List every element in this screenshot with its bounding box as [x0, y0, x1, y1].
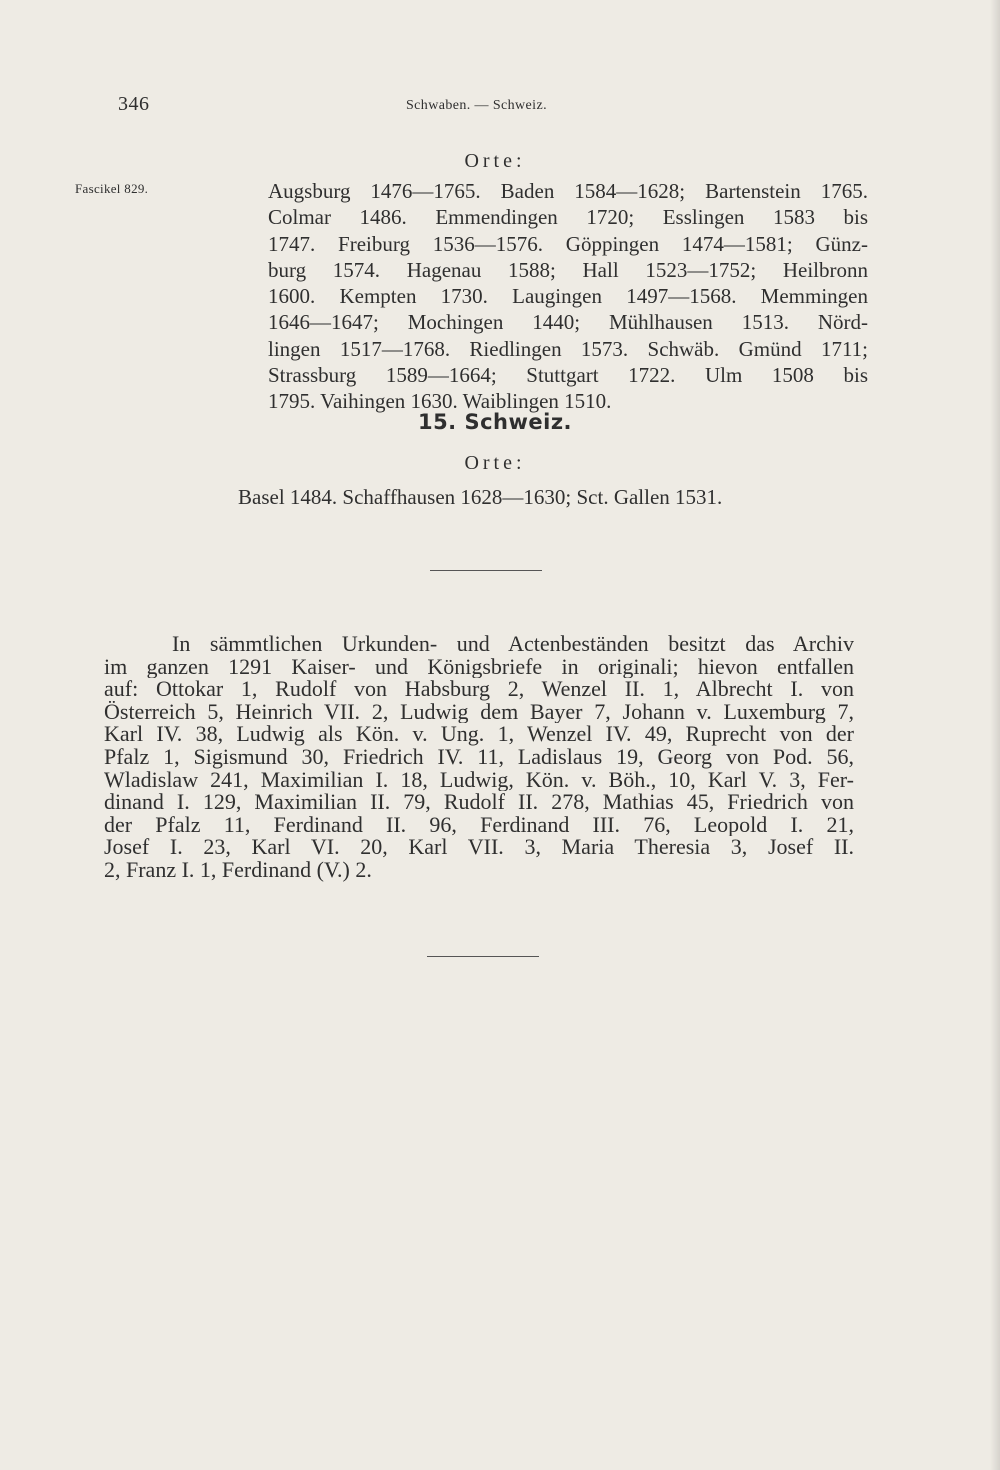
section-divider: [430, 570, 542, 571]
paragraph-line: 2, Franz I. 1, Ferdinand (V.) 2.: [104, 858, 372, 882]
schweiz-places-line: Basel 1484. Schaffhausen 1628—1630; Sct. Gallen 1531.: [238, 485, 723, 509]
paragraph-line: lingen 1517—1768. Riedlingen 1573. Schwäb. Gmünd 1711;: [268, 336, 868, 361]
orte-heading-schwaben: Orte:: [464, 150, 526, 172]
paragraph-line: Colmar 1486. Emmendingen 1720; Esslingen 1583 bis: [268, 205, 868, 230]
paragraph-line: In sämmtlichen Urkunden- und Actenbeständen besitzt das Archiv: [172, 633, 854, 656]
paragraph-line: 1600. Kempten 1730. Laugingen 1497—1568. Memmingen: [268, 284, 868, 309]
paragraph-line: der Pfalz 11, Ferdinand II. 96, Ferdinand III. 76, Leopold I. 21,: [104, 813, 854, 837]
page-edge-shadow: [990, 0, 1000, 1470]
paragraph-line: 1646—1647; Mochingen 1440; Mühlhausen 1513. Nörd-: [268, 310, 868, 335]
running-head: Schwaben. — Schweiz.: [406, 98, 547, 113]
section-heading-schweiz: 15. Schweiz.: [417, 410, 573, 434]
paragraph-line: 1747. Freiburg 1536—1576. Göppingen 1474—1581; Günz-: [268, 231, 868, 256]
schwaben-places-paragraph: [268, 178, 868, 415]
end-divider: [427, 956, 539, 957]
paragraph-line: Josef I. 23, Karl VI. 20, Karl VII. 3, Maria Theresia 3, Josef II.: [104, 836, 854, 859]
paragraph-line: dinand I. 129, Maximilian II. 79, Rudolf II. 278, Mathias 45, Friedrich von: [104, 791, 854, 814]
page-number: 346: [118, 93, 150, 115]
paragraph-line: Augsburg 1476—1765. Baden 1584—1628; Bartenstein 1765.: [268, 179, 868, 203]
paragraph-line: Österreich 5, Heinrich VII. 2, Ludwig dem Bayer 7, Johann v. Luxemburg 7,: [104, 700, 854, 724]
summary-paragraph: [104, 633, 854, 882]
orte-heading-schweiz: Orte:: [464, 452, 526, 474]
paragraph-line: 1795. Vaihingen 1630. Waiblingen 1510.: [268, 389, 612, 414]
paragraph-line: Pfalz 1, Sigismund 30, Friedrich IV. 11, Ladislaus 19, Georg von Pod. 56,: [104, 745, 854, 769]
paragraph-line: burg 1574. Hagenau 1588; Hall 1523—1752; Heilbronn: [268, 257, 868, 282]
fascikel-label: Fascikel 829.: [75, 181, 149, 196]
paragraph-line: Strassburg 1589—1664; Stuttgart 1722. Ulm 1508 bis: [268, 363, 868, 388]
paragraph-line: Karl IV. 38, Ludwig als Kön. v. Ung. 1, Wenzel IV. 49, Ruprecht von der: [104, 723, 854, 746]
paragraph-line: im ganzen 1291 Kaiser- und Königsbriefe in originali; hievon entfallen: [104, 655, 854, 679]
paragraph-line: Wladislaw 241, Maximilian I. 18, Ludwig, Kön. v. Böh., 10, Karl V. 3, Fer-: [104, 768, 854, 792]
paragraph-line: auf: Ottokar 1, Rudolf von Habsburg 2, Wenzel II. 1, Albrecht I. von: [104, 678, 854, 701]
